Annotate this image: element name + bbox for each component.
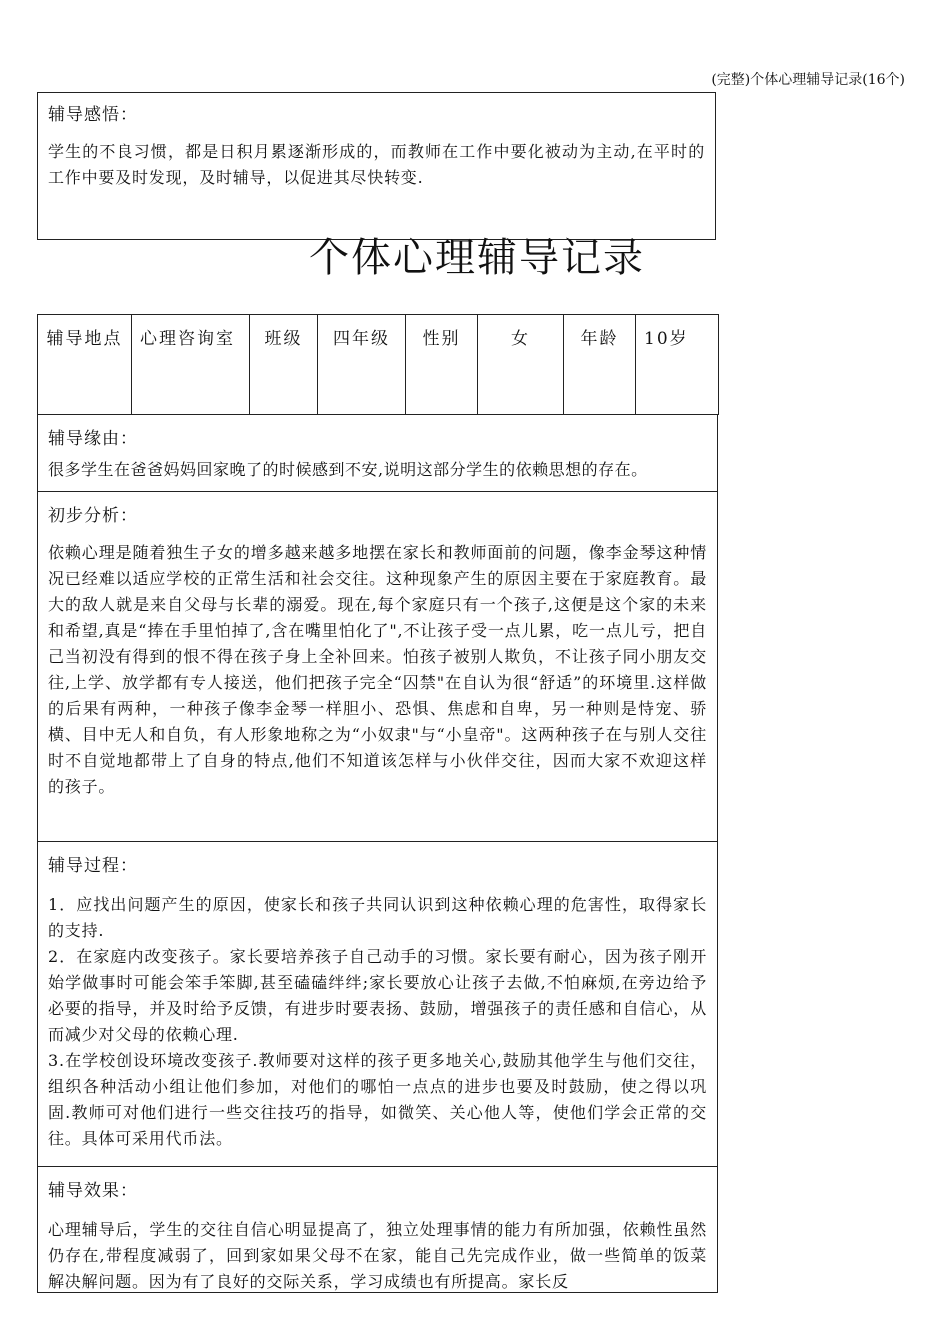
class-label: 班级 — [250, 315, 318, 415]
gender-value: 女 — [478, 315, 564, 415]
document-header-note: (完整)个体心理辅导记录(16个) — [711, 72, 905, 88]
effect-heading: 辅导效果： — [48, 1181, 138, 1201]
effect-text: 心理辅导后，学生的交往自信心明显提高了，独立处理事情的能力有所加强，依赖性虽然仍存在,带程度减弱了，回到家如果父母不在家，能自己先完成作业，做一些简单的饭菜解决解问题。因为有了良好的交际关系，学习成绩也有所提高。家长反 — [48, 1220, 707, 1291]
age-label: 年龄 — [564, 315, 636, 415]
process-heading: 辅导过程： — [48, 856, 138, 876]
gender-label: 性别 — [406, 315, 478, 415]
place-value: 心理咨询室 — [132, 315, 250, 415]
analysis-heading: 初步分析： — [48, 506, 138, 526]
info-row — [38, 315, 719, 415]
reflection-text: 学生的不良习惯，都是日积月累逐渐形成的，而教师在工作中要化被动为主动,在平时的工作中要及时发现，及时辅导，以促进其尽快转变. — [48, 142, 705, 187]
process-section — [37, 842, 718, 1167]
process-list — [48, 892, 707, 1152]
process-item: 3.在学校创设环境改变孩子.教师要对这样的孩子更多地关心,鼓励其他学生与他们交往，组织各种活动小组让他们参加，对他们的哪怕一点点的进步也要及时鼓励，使之得以巩固.教师可对他们进行一些交往技巧的指导，如微笑、关心他人等，使他们学会正常的交往。具体可采用代币法。 — [48, 1051, 707, 1148]
info-table — [37, 314, 719, 415]
reason-section — [37, 415, 718, 492]
reflection-heading: 辅导感悟： — [48, 105, 138, 125]
process-item: 1．应找出问题产生的原因，使家长和孩子共同认识到这种依赖心理的危害性，取得家长的支持. — [48, 895, 707, 940]
analysis-text: 依赖心理是随着独生子女的增多越来越多地摆在家长和教师面前的问题，像李金琴这种情况已经难以适应学校的正常生活和社会交往。这种现象产生的原因主要在于家庭教育。最大的敌人就是来自父母与长辈的溺爱。现在,每个家庭只有一个孩子,这便是这个家的未来和希望,真是“捧在手里怕掉了,含在嘴里怕化了",不让孩子受一点儿累，吃一点儿亏，把自己当初没有得到的恨不得在孩子身上全补回来。怕孩子被别人欺负，不让孩子同小朋友交往,上学、放学都有专人接送，他们把孩子完全“囚禁"在自认为很“舒适”的环境里.这样做的后果有两种，一种孩子像李金琴一样胆小、恐惧、焦虑和自卑，另一种则是恃宠、骄横、目中无人和自负，有人形象地称之为“小奴隶"与“小皇帝"。这两种孩子在与别人交往时不自觉地都带上了自身的特点,他们不知道该怎样与小伙伴交往，因而大家不欢迎这样的孩子。 — [48, 543, 707, 796]
effect-section — [37, 1167, 718, 1293]
process-item: 2．在家庭内改变孩子。家长要培养孩子自己动手的习惯。家长要有耐心，因为孩子刚开始学做事时可能会笨手笨脚,甚至磕磕绊绊;家长要放心让孩子去做,不怕麻烦,在旁边给予必要的指导，并及时给予反馈，有进步时要表扬、鼓励，增强孩子的责任感和自信心，从而减少对父母的依赖心理. — [48, 947, 707, 1044]
class-value: 四年级 — [318, 315, 406, 415]
place-label: 辅导地点 — [38, 315, 132, 415]
analysis-section — [37, 492, 718, 842]
reflection-box — [37, 92, 716, 240]
reason-heading: 辅导缘由： — [48, 429, 138, 449]
age-value: 10岁 — [636, 315, 719, 415]
page-title: 个体心理辅导记录 — [309, 235, 645, 281]
reason-text: 很多学生在爸爸妈妈回家晚了的时候感到不安,说明这部分学生的依赖思想的存在。 — [48, 460, 648, 479]
